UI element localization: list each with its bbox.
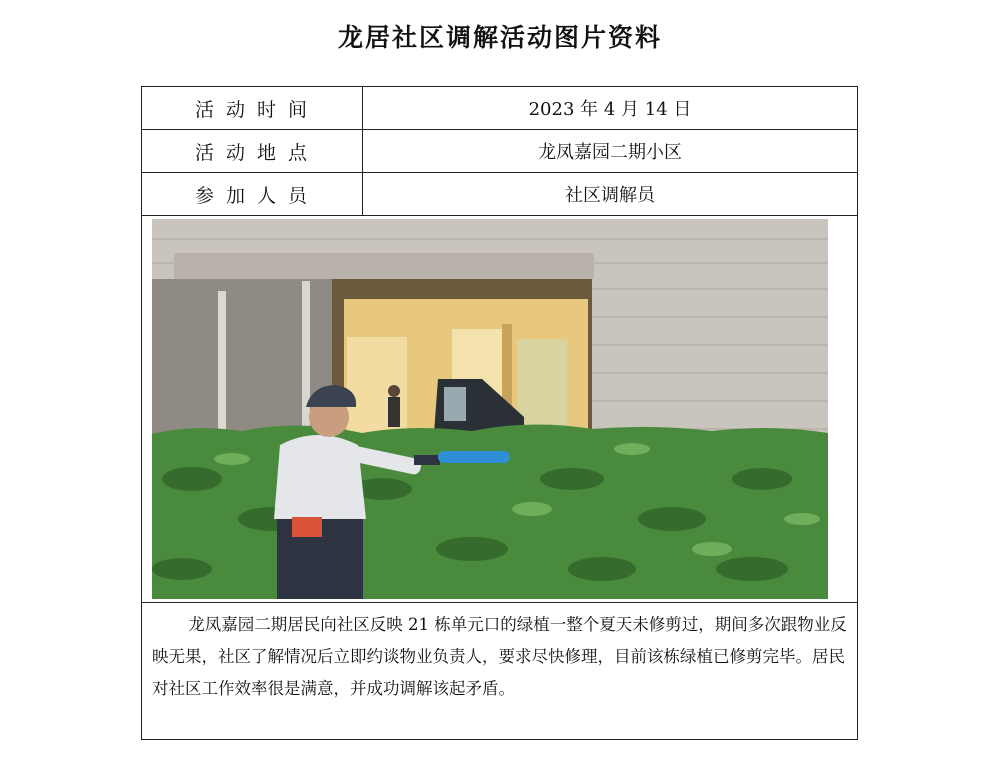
info-table: [141, 86, 858, 740]
row-location: [142, 130, 857, 173]
label-time: 活动时间: [142, 87, 363, 129]
row-time: [142, 87, 857, 130]
page-title: 龙居社区调解活动图片资料: [337, 23, 662, 52]
activity-description: 龙凤嘉园二期居民向社区反映 21 栋单元口的绿植一整个夏天未修剪过，期间多次跟物业反映无果，社区了解情况后立即约谈物业负责人，要求尽快修理，目前该栋绿植已修剪完毕。居民对社区工作效率很是满意，并成功调解该起矛盾。: [142, 602, 857, 739]
label-participants: 参加人员: [142, 173, 363, 215]
value-location: 龙凤嘉园二期小区: [538, 142, 682, 163]
row-participants: [142, 173, 857, 216]
value-time: 2023 年 4 月 14 日: [528, 99, 692, 120]
activity-photo-illustration: [152, 219, 828, 599]
activity-photo: [152, 219, 828, 599]
label-location: 活动地点: [142, 130, 363, 172]
value-participants: 社区调解员: [565, 185, 655, 206]
